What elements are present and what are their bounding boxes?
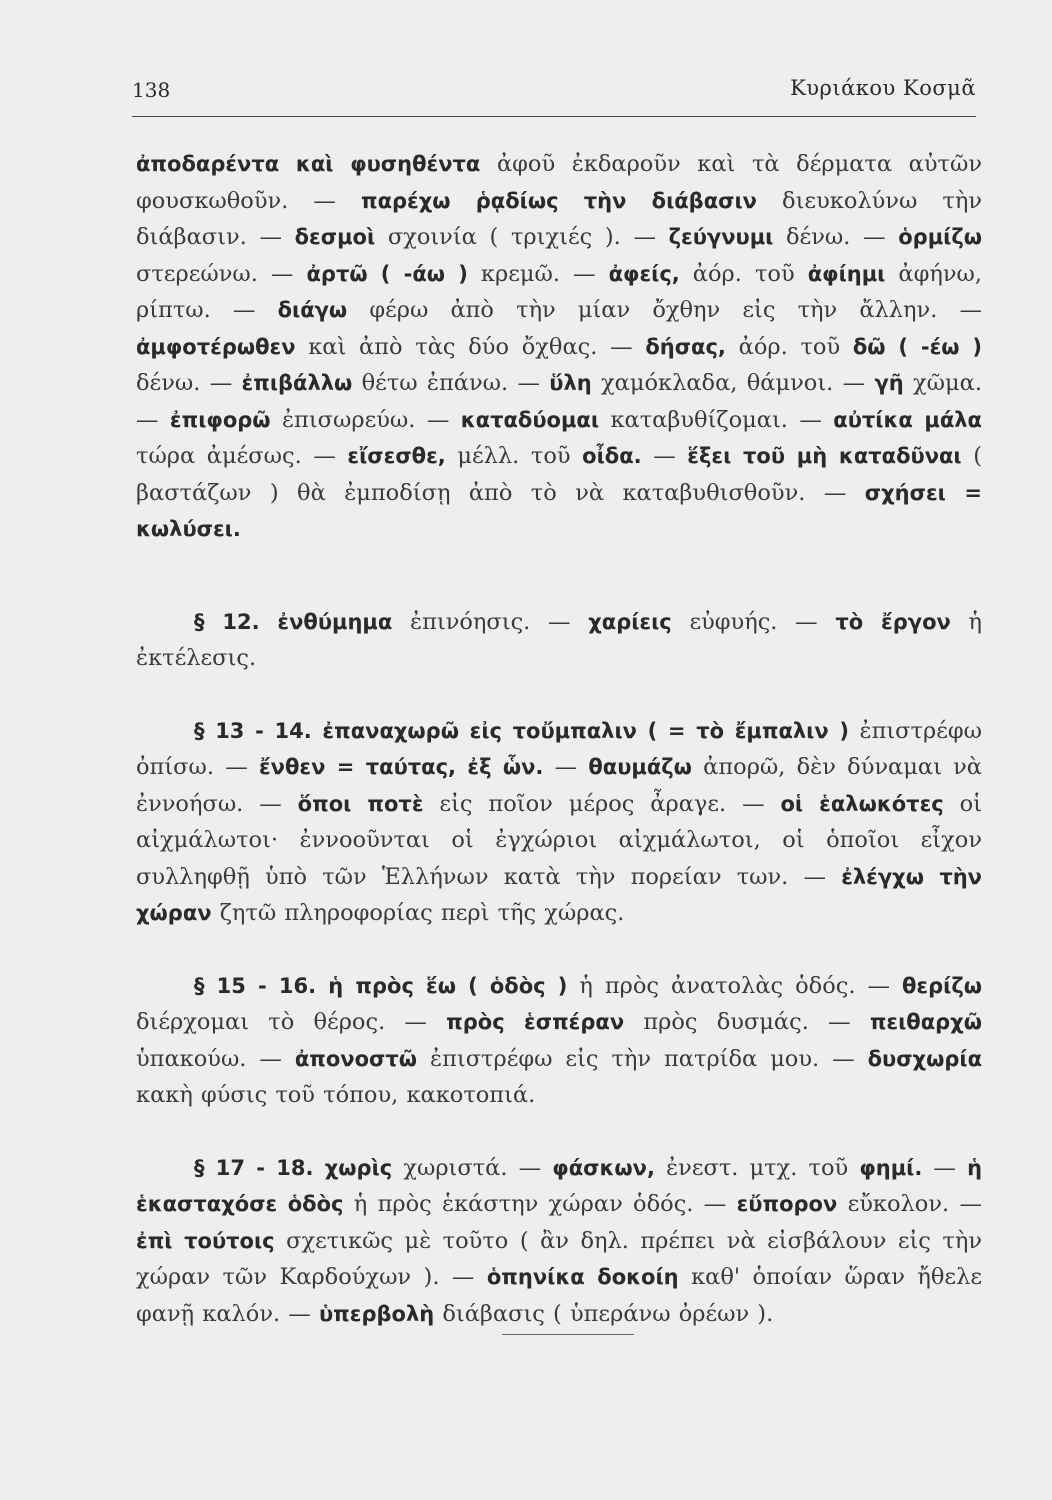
gloss: καταβυθίζομαι. —	[599, 406, 834, 433]
headword: χωρὶς	[324, 1155, 393, 1180]
paragraph-section-12	[136, 604, 982, 677]
headword: πρὸς ἑσπέραν	[446, 1010, 625, 1034]
gloss: διέρχομαι τὸ θέρος. —	[136, 1009, 447, 1035]
headword: ὁπηνίκα δοκοίη	[486, 1265, 679, 1289]
headword: ἐπιβάλλω	[241, 371, 353, 395]
headword: θερίζω	[902, 973, 982, 998]
headword: δεσμοὶ	[294, 225, 376, 249]
gloss: οἱ αἰχμάλωτοι· ἐννοοῦνται οἱ ἐγχώριοι αἰχμάλωτοι, οἱ ὁποῖοι εἶχον συλληφθῇ ὑπὸ τῶν Ἑλλήνων κατὰ τὴν πορείαν των. —	[136, 790, 983, 890]
gloss: ἀόρ. τοῦ	[725, 333, 853, 360]
headword: ζεύγνυμι	[668, 225, 774, 249]
headword: ὅποι ποτὲ	[297, 791, 424, 816]
section-number: § 15 - 16.	[194, 973, 329, 998]
headword: ἐπιφορῶ	[169, 407, 271, 432]
gloss: ἀφοῦ ἐκδαροῦν καὶ τὰ δέρματα αὐτῶν φουσκωθοῦν. —	[136, 151, 982, 214]
headword: οἶδα.	[582, 444, 642, 468]
headword: εὔπορον	[736, 1192, 838, 1216]
headword: ὁρμίζω	[898, 225, 982, 249]
headword: καταδύομαι	[460, 407, 600, 432]
headword: ἔνθεν = ταύτας, ἐξ ὧν.	[258, 755, 544, 779]
headword: ἡ πρὸς ἕω ( ὁδὸς )	[328, 973, 568, 998]
gloss: ἐνεστ. μτχ. τοῦ	[654, 1154, 860, 1181]
gloss: τώρα ἀμέσως. —	[136, 443, 348, 469]
gloss: διευκολύνω τὴν διάβασιν. —	[136, 187, 982, 250]
gloss: χῶμα. —	[136, 370, 983, 433]
headword: διάγω	[277, 298, 348, 322]
gloss: εὔκολον. —	[837, 1191, 982, 1217]
gloss: κρεμῶ. —	[467, 260, 609, 287]
headword: εἴσεσθε,	[347, 444, 446, 468]
footer-rule	[502, 1334, 634, 1335]
headword: θαυμάζω	[588, 755, 692, 779]
headword: ἀμφοτέρωθεν	[136, 334, 296, 359]
section-number: § 17 - 18.	[194, 1155, 325, 1180]
headword: παρέχω ῥᾳδίως τὴν διάβασιν	[360, 188, 757, 213]
paragraph-intro	[136, 146, 982, 548]
gloss: σχετικῶς μὲ τοῦτο ( ἂν δηλ. πρέπει νὰ εἰσβάλουν εἰς τὴν χώραν τῶν Καρδούχων ). —	[136, 1227, 982, 1290]
gloss: μέλλ. τοῦ	[445, 443, 583, 469]
headword: ὑπερβολὴ	[318, 1301, 435, 1326]
gloss: καθ' ὁποίαν ὥραν ἤθελε φανῇ καλόν. —	[136, 1264, 983, 1327]
gloss: —	[922, 1154, 968, 1181]
headword: ἐνθύμημα	[277, 609, 393, 634]
headword: χαρίεις	[588, 609, 672, 634]
gloss: ἡ πρὸς ἀνατολὰς ὁδός. —	[567, 972, 902, 999]
headword: ὕλη	[549, 371, 592, 395]
gloss: χαμόκλαδα, θάμνοι. —	[591, 370, 875, 396]
running-head: Κυριάκου Κοσμᾶ	[790, 76, 976, 100]
headword: ἕξει τοῦ μὴ καταδῦναι	[687, 444, 962, 468]
page-header	[132, 76, 976, 112]
headword: φημί.	[859, 1155, 923, 1180]
gloss: στερεώνω. —	[136, 260, 307, 287]
headword: σχήσει = κωλύσει.	[136, 480, 982, 541]
gloss: δένω. —	[773, 224, 899, 250]
headword: δῶ ( -έω )	[852, 334, 983, 359]
headword: ἀφείς,	[608, 261, 680, 286]
gloss: —	[641, 443, 688, 469]
headword: ἀποδαρέντα καὶ φυσηθέντα	[136, 152, 481, 176]
header-rule	[132, 116, 976, 117]
headword: γῆ	[874, 371, 904, 395]
gloss: εὐφυής. —	[671, 608, 836, 635]
gloss: φέρω ἀπὸ τὴν μίαν ὄχθην εἰς τὴν ἄλλην. —	[347, 297, 982, 323]
headword: τὸ ἔργον	[835, 609, 951, 634]
headword: ἀπονοστῶ	[294, 1046, 418, 1071]
gloss: σχοινία ( τριχιές ). —	[375, 224, 669, 250]
gloss: ἐπιστρέφω ὀπίσω. —	[136, 717, 982, 780]
section-number: § 13 - 14.	[194, 718, 323, 743]
headword: φάσκων,	[552, 1155, 655, 1180]
headword: οἱ ἑαλωκότες	[780, 791, 944, 816]
headword: δήσας,	[645, 334, 726, 359]
gloss: καὶ ἀπὸ τὰς δύο ὄχθας. —	[295, 333, 646, 360]
paragraph-section-17-18	[136, 1150, 982, 1333]
gloss: ἀπορῶ, δὲν δύναμαι νὰ ἐννοήσω. —	[136, 754, 982, 817]
gloss: κακὴ φύσις τοῦ τόπου, κακοτοπιά.	[136, 1082, 536, 1108]
gloss: ἐπινόησις. —	[392, 608, 589, 635]
gloss: ἀόρ. τοῦ	[679, 260, 808, 287]
gloss: ζητῶ πληροφορίας περὶ τῆς χώρας.	[211, 900, 625, 926]
gloss: διάβασις ( ὑπεράνω ὀρέων ).	[434, 1300, 774, 1327]
gloss: ἐπισωρεύω. —	[270, 406, 461, 433]
headword: δυσχωρία	[867, 1046, 982, 1071]
gloss: ἐπιστρέφω εἰς τὴν πατρίδα μου. —	[417, 1045, 868, 1072]
gloss: ἡ ἐκτέλεσις.	[136, 608, 982, 671]
headword: ἐπαναχωρῶ εἰς τοὔμπαλιν ( = τὸ ἔμπαλιν )	[322, 718, 849, 743]
paragraph-section-13-14	[136, 713, 982, 932]
gloss: πρὸς δυσμάς. —	[624, 1009, 870, 1035]
headword: ἀρτῶ ( -άω )	[306, 261, 468, 286]
headword: αὐτίκα μάλα	[833, 407, 982, 432]
gloss: ἀφήνω, ρίπτω. —	[136, 260, 983, 323]
gloss: εἰς ποῖον μέρος ἆραγε. —	[423, 790, 781, 817]
paragraph-section-15-16	[136, 968, 982, 1114]
commentary-body	[136, 146, 982, 1332]
gloss: —	[543, 754, 589, 780]
gloss: θέτω ἐπάνω. —	[352, 370, 550, 396]
gloss: δένω. —	[136, 370, 242, 396]
gloss: χωριστά. —	[392, 1154, 553, 1181]
gloss: ὑπακούω. —	[136, 1045, 295, 1072]
page-number: 138	[132, 78, 171, 102]
headword: πειθαρχῶ	[869, 1010, 982, 1034]
headword: ἐπὶ τούτοις	[136, 1228, 275, 1253]
gloss: ἡ πρὸς ἑκάστην χώραν ὁδός. —	[343, 1191, 737, 1217]
headword: ἀφίημι	[807, 261, 886, 286]
gloss: ( βαστάζων ) θὰ ἐμποδίσῃ ἀπὸ τὸ νὰ καταβυθισθοῦν. —	[136, 443, 982, 506]
headword: ἡ ἑκασταχόσε ὁδὸς	[136, 1155, 983, 1216]
headword: ἐλέγχω τὴν χώραν	[136, 864, 982, 925]
section-number: § 12.	[194, 609, 278, 634]
